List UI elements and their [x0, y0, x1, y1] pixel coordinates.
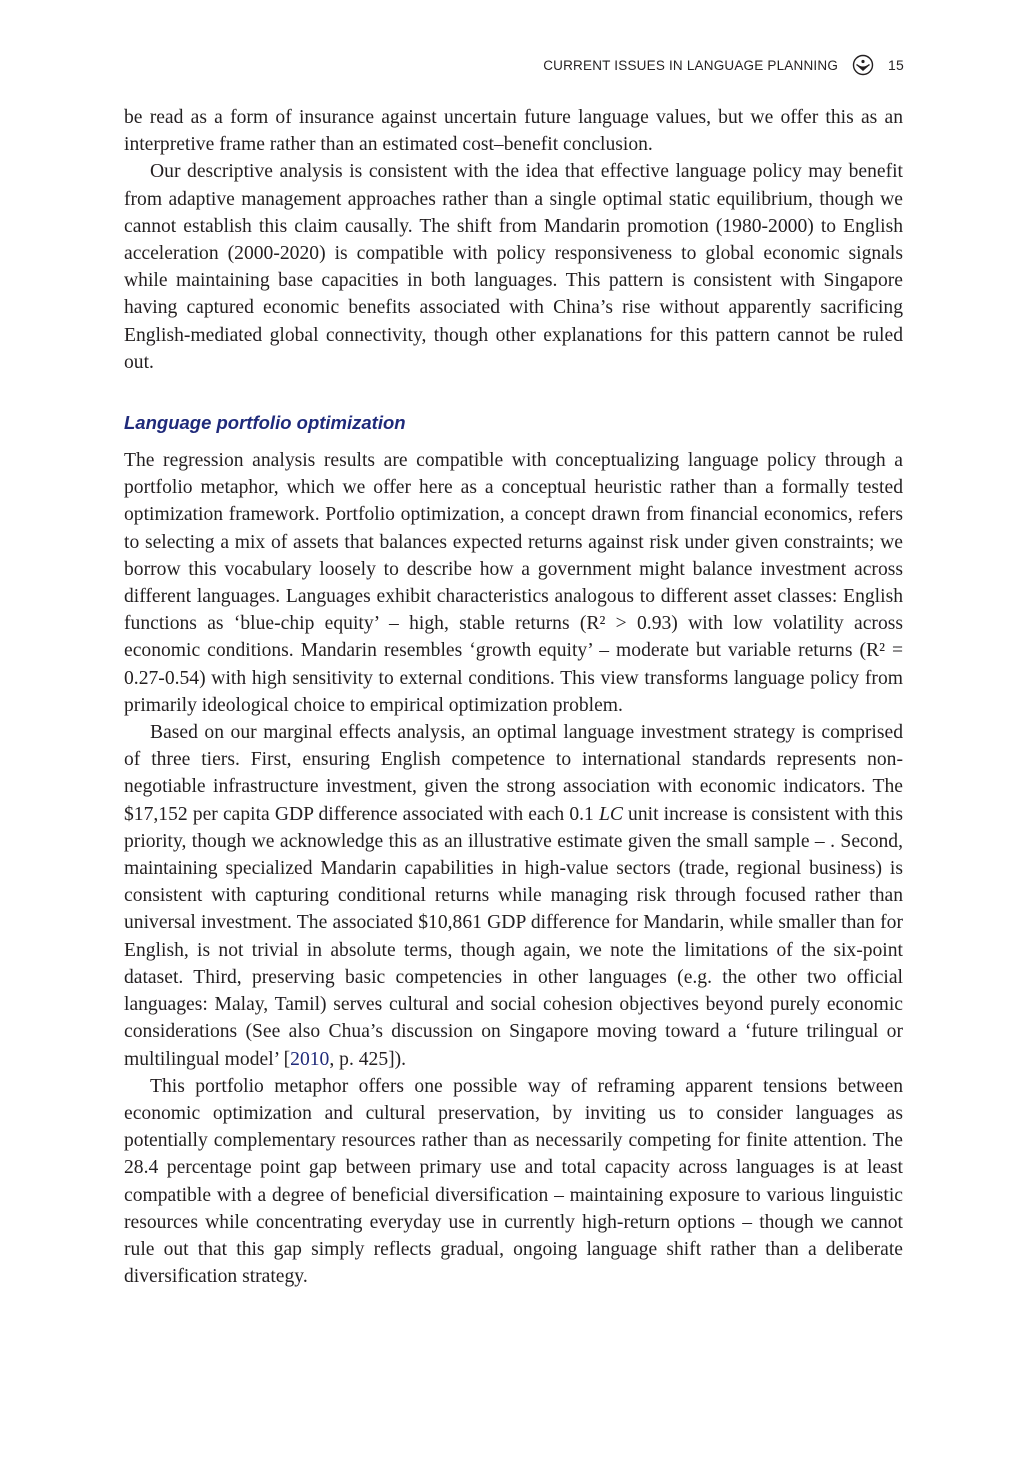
page-number: 15: [888, 57, 904, 73]
paragraph-continued: be read as a form of insurance against uncertain future language values, but we offer this as an interpretive frame rather than an estimated cost–benefit conclusion.: [124, 107, 903, 156]
lc-variable: LC: [598, 803, 623, 825]
running-head: [543, 54, 904, 76]
text-span: unit increase is consistent with this priority, though we acknowledge this as an illustrative estimate given the small sample – . Second, maintaining specialized Mandarin capabilities in high-value sectors (trade, regional business) is consistent with capturing conditional returns while managing risk through focused rather than universal investment. The associated $10,861 GDP difference for Mandarin, while smaller than for English, is not trivial in absolute terms, though again, we note the limitations of the six-point dataset. Third, preserving basic competencies in other languages (e.g. the other two official languages: Malay, Tamil) serves cultural and social cohesion objectives beyond purely economic considerations (See also Chua’s discussion on Singapore moving toward a ‘future trilingual or multilingual model’ [: [124, 803, 903, 1070]
paragraph-three-tiers: [124, 719, 903, 1073]
main-text: [124, 104, 903, 1290]
text-span: , p. 425]).: [329, 1048, 407, 1070]
open-access-lock-icon: [852, 54, 874, 76]
paragraph-reframing-tensions: This portfolio metaphor offers one possible way of reframing apparent tensions between economic optimization and cultural preservation, by inviting us to consider languages as potentially complementary resources rather than as necessarily competing for finite attention. The 28.4 percentage point gap between primary use and total capacity across languages is at least compatible with a degree of beneficial diversification – maintaining exposure to various linguistic resources while concentrating everyday use in currently high-return options – though we cannot rule out that this gap simply reflects gradual, ongoing language shift rather than a deliberate diversification strategy.: [124, 1075, 903, 1288]
section-heading: Language portfolio optimization: [124, 412, 406, 434]
paragraph-adaptive-management: Our descriptive analysis is consistent with the idea that effective language policy may benefit from adaptive management approaches rather than a single optimal static equilibrium, though we cannot establish this claim causally. The shift from Mandarin promotion (1980-2000) to English acceleration (2000-2020) is compatible with policy responsiveness to global economic signals while maintaining base capacities in both languages. This pattern is consistent with Singapore having captured economic benefits associated with China’s rise without apparently sacrificing English-mediated global connectivity, though other explanations for this pattern cannot be ruled out.: [124, 161, 903, 373]
text-span: Based on our marginal effects analysis, an optimal language investment strategy is comprised of three tiers. First, ensuring English competence to international standards represents non-negotiable infrastructure investment, given the strong association with economic indicators. The $17,152 per capita GDP difference associated with each 0.1: [124, 722, 903, 825]
citation-link-2010[interactable]: 2010: [290, 1048, 330, 1070]
journal-title: CURRENT ISSUES IN LANGUAGE PLANNING: [543, 57, 839, 73]
paragraph-portfolio-metaphor: The regression analysis results are compatible with conceptualizing language policy through a portfolio metaphor, which we offer here as a conceptual heuristic rather than a formally tested optimization framework. Portfolio optimization, a concept drawn from financial economics, refers to selecting a mix of assets that balances expected returns against risk under given constraints; we borrow this vocabulary loosely to describe how a government might balance investment across different languages. Languages exhibit characteristics analogous to different asset classes: English functions as ‘blue-chip equity’ – high, stable returns (R² > 0.93) with low volatility across economic conditions. Mandarin resembles ‘growth equity’ – moderate but variable returns (R² = 0.27-0.54) with high sensitivity to external conditions. This view transforms language policy from primarily ideological choice to empirical optimization problem.: [124, 450, 903, 716]
